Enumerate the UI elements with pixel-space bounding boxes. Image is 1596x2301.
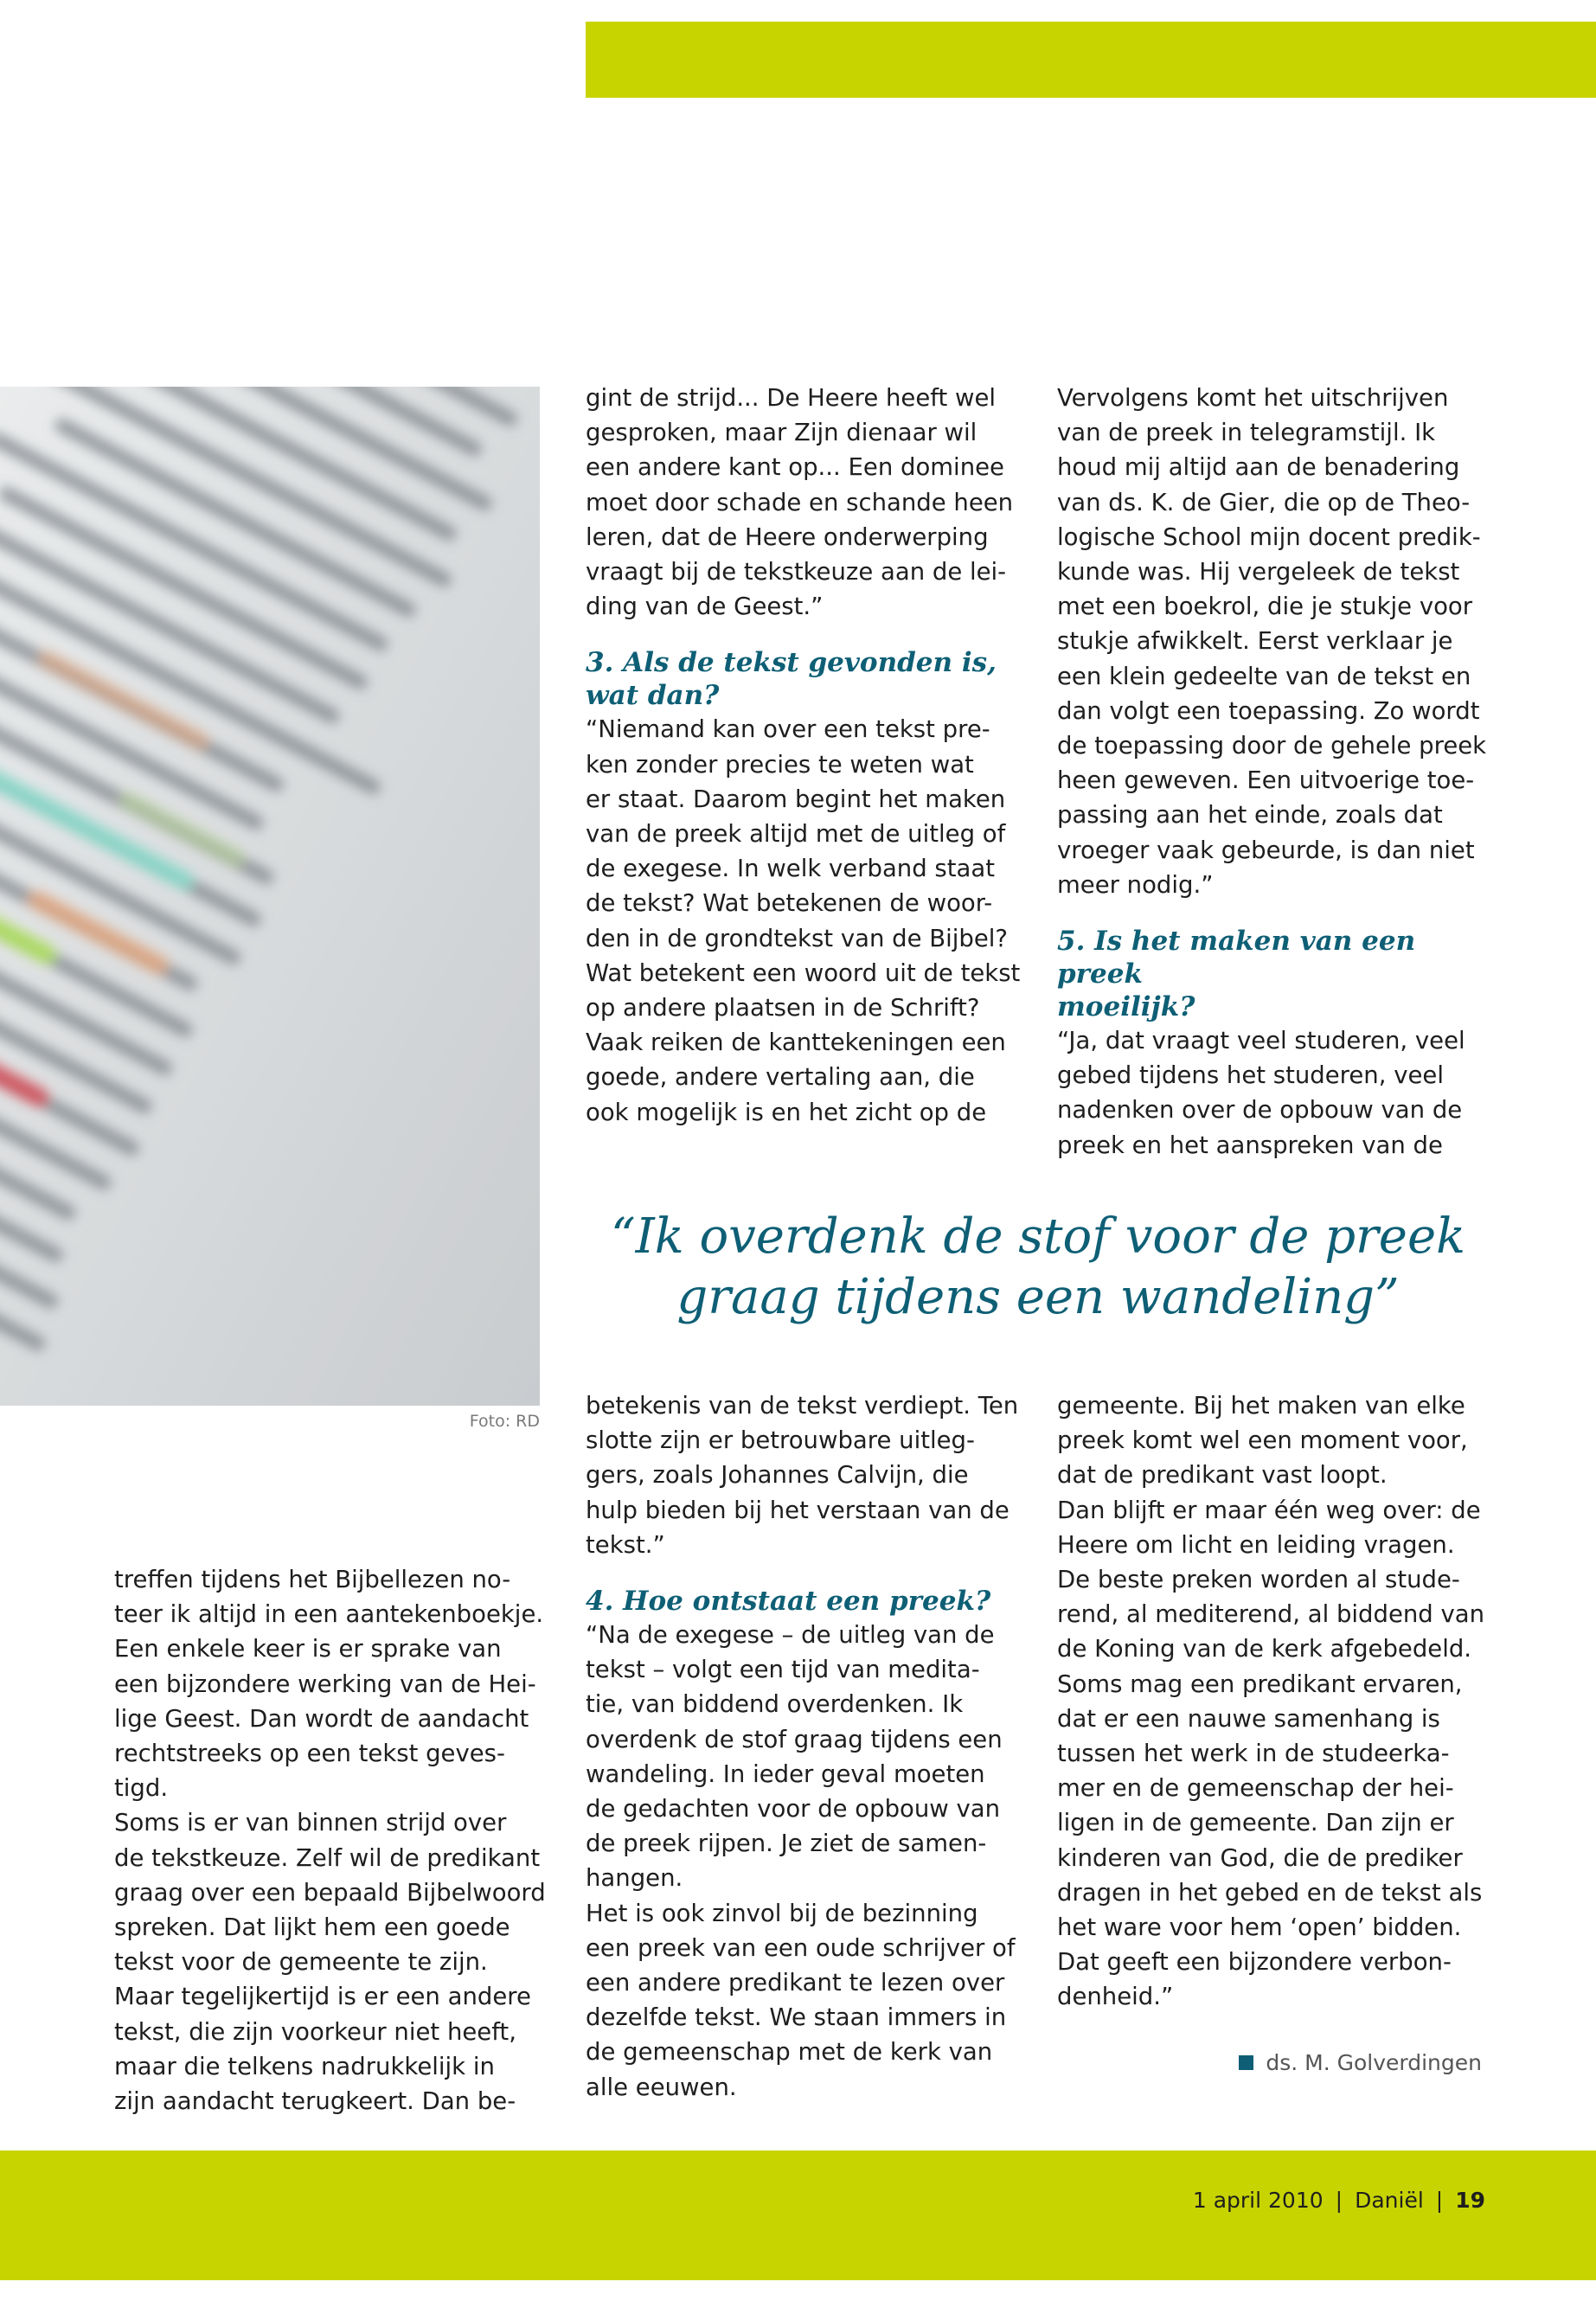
column-d [586, 1388, 1035, 2105]
heading-5: 5. Is het maken van een preek moeilijk? [1057, 926, 1416, 1023]
heading-3: 3. Als de tekst gevonden is, wat dan? [586, 647, 997, 712]
column-a [586, 381, 1035, 1130]
column-d-paragraph-3: Het is ook zinvol bij de bezinning een preek van een oude schrijver of een andere predikant te lezen over dezelfde tekst. We staan immers in de gemeenschap met de kerk van alle eeuwen. [586, 1899, 1016, 2101]
author-name: ds. M. Golverdingen [1266, 2050, 1482, 2075]
column-c [114, 1562, 564, 2118]
column-b-paragraph-1: Vervolgens komt het uitschrijven van de preek in telegramstijl. Ik houd mij altijd aan de benadering van ds. K. de Gier, die op de Theo- logische School mijn docent predik- kunde was. Hij vergeleek de tekst met een boekrol, die je stukje voor stukje afwikkelt. Eerst verklaar je een klein gedeelte van de tekst en dan volgt een toepassing. Zo wordt de toepassing door de gehele preek heen geweven. Een uitvoerige toe- passing aan het einde, zoals dat vroeger vaak gebeurde, is dan niet meer nodig.” [1057, 384, 1487, 899]
column-a-paragraph-2: “Niemand kan over een tekst pre- ken zonder precies te weten wat er staat. Daarom begint het maken van de preek altijd met de uitleg of de exegese. In welk verband staat de tekst? Wat betekenen de woor- den in de grondtekst van de Bijbel? Wat betekent een woord uit de tekst op andere plaatsen in de Schrift? Vaak reiken de kanttekeningen een goede, andere vertaling aan, die ook mogelijk is en het zicht op de [586, 715, 1021, 1126]
heading-4: 4. Hoe ontstaat een preek? [586, 1586, 991, 1618]
photo-credit: Foto: RD [469, 1412, 540, 1431]
column-c-paragraph-2: Soms is er van binnen strijd over de tekstkeuze. Zelf wil de predikant graag over een bepaald Bijbelwoord spreken. Dat lijkt hem een goede tekst voor de gemeente te zijn. Maar tegelijkertijd is er een andere tekst, die zijn voorkeur niet heeft, maar die telkens nadrukkelijk in zijn aandacht terugkeert. Dan be- [114, 1809, 546, 2116]
column-a-paragraph-1: gint de strijd... De Heere heeft wel gesproken, maar Zijn dienaar wil een andere kant op... Een dominee moet door schade en schande heen leren, dat de Heere onderwerping vraagt bij de tekstkeuze aan de lei- ding van de Geest.” [586, 384, 1014, 621]
pull-quote: “Ik overdenk de stof voor de preek graag tijdens een wandeling” [610, 1208, 1466, 1325]
square-bullet-icon [1239, 2055, 1253, 2070]
bible-photo [0, 387, 540, 1406]
footer-magazine: Daniël [1355, 2188, 1424, 2213]
column-c-paragraph-1: treffen tijdens het Bijbellezen no- teer ik altijd in een aantekenboekje. Een enkele keer is er sprake van een bijzondere werking van de Hei- lige Geest. Dan wordt de aandacht rechtstreeks op een tekst geves- tigd. [114, 1566, 544, 1803]
footer-date: 1 april 2010 [1192, 2188, 1324, 2213]
page-number: 19 [1455, 2188, 1485, 2213]
author-byline [1057, 2050, 1482, 2075]
footer-separator: | [1435, 2188, 1444, 2213]
column-d-paragraph-2: “Na de exegese – de uitleg van de tekst – volgt een tijd van medita- tie, van biddend overdenken. Ik overdenk de stof graag tijdens een wandeling. In ieder geval moeten de gedachten voor de opbouw van de preek rijpen. Je ziet de samen- hangen. [586, 1621, 1003, 1893]
column-e [1057, 1388, 1507, 2015]
page-footer [1193, 2185, 1485, 2216]
column-b-paragraph-2: “Ja, dat vraagt veel studeren, veel gebed tijdens het studeren, veel nadenken over de opbouw van de preek en het aanspreken van de [1057, 1027, 1465, 1159]
column-e-paragraph-2: Dan blijft er maar één weg over: de Heere om licht en leiding vragen. De beste preken worden al stude- rend, al mediterend, al biddend van de Koning van de kerk afgebedeld. Soms mag een predikant ervaren, dat er een nauwe samenhang is tussen het werk in de studeerka- mer en de gemeenschap der hei- ligen in de gemeente. Dan zijn er kinderen van God, die de prediker dragen in het gebed en de tekst als het ware voor hem ‘open’ bidden. Dat geeft een bijzondere verbon- denheid.” [1057, 1496, 1485, 2011]
footer-separator: | [1335, 2188, 1343, 2213]
column-e-paragraph-1: gemeente. Bij het maken van elke preek komt wel een moment voor, dat de predikant vast loopt. [1057, 1392, 1468, 1490]
top-accent-bar [586, 22, 1596, 98]
column-d-paragraph-1: betekenis van de tekst verdiept. Ten slotte zijn er betrouwbare uitleg- gers, zoals Johannes Calvijn, die hulp bieden bij het verstaan van de tekst.” [586, 1392, 1019, 1559]
column-b [1057, 381, 1507, 1163]
